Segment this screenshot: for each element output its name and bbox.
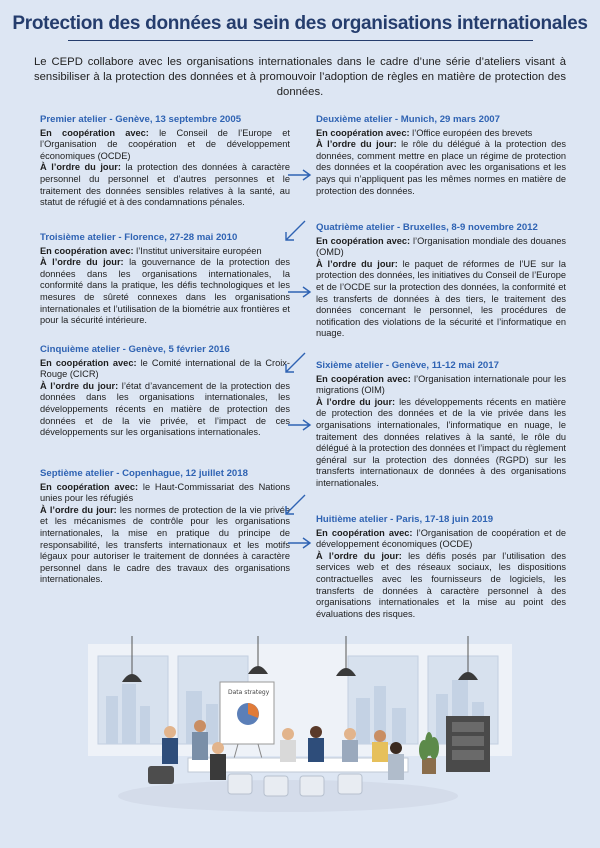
cooperation-label: En coopération avec: [316, 127, 410, 138]
cooperation-text: l’Organisation de coopération et de développement économiques (OCDE) [316, 527, 566, 550]
agenda-text: les développements récents en matière de protection des données et de la vie privée dans les organisations internationales, l’informatique en nuage, le traitement des données relatives à la santé, le rôle du délégué à la protection des données et l’impact du règlement général sur la protection des données (RGPD) sur les transferts internationaux de données à des organisations internationales. [316, 396, 566, 488]
agenda-label: À l’ordre du jour: [40, 380, 119, 391]
workshop-cooperation [316, 128, 566, 140]
arrow-right-icon [287, 285, 313, 299]
workshop-cooperation [316, 528, 566, 551]
cooperation-label: En coopération avec: [40, 481, 139, 492]
agenda-label: À l’ordre du jour: [316, 550, 402, 561]
agenda-text: le rôle du délégué à la protection des données, comment mettre en place un régime de protection des données et la coopération avec les organisations et les pays qui n’appliquent pas les mêmes normes en matière de protection des données. [316, 139, 566, 196]
workshop-agenda [316, 259, 566, 340]
cooperation-text: l’Organisation mondiale des douanes (OMD) [316, 235, 566, 258]
workshop-cooperation [40, 246, 290, 258]
workshop-heading: Troisième atelier - Florence, 27-28 mai 2010 [40, 232, 238, 243]
agenda-label: À l’ordre du jour: [316, 258, 398, 269]
cooperation-text: l’Office européen des brevets [412, 127, 533, 138]
flipchart-text: Data strategy [228, 689, 270, 696]
arrow-down-left-icon [282, 218, 308, 244]
workshop-agenda [316, 397, 566, 490]
workshop-2 [316, 114, 566, 197]
workshop-cooperation [40, 482, 290, 505]
workshop-heading: Septième atelier - Copenhague, 12 juillet 2018 [40, 468, 248, 479]
meeting-room-illustration [88, 636, 512, 816]
workshop-heading: Sixième atelier - Genève, 11-12 mai 2017 [316, 360, 499, 371]
agenda-text: le paquet de réformes de l’UE sur la protection des données, les initiatives du Conseil de l’Europe et de l’OCDE sur la protection des données, la conformité et les transferts de données à des tiers, le traitement des données concernant le personnel, les procédures de notification des violations de la sécurité et l’informatique en nuage. [316, 258, 566, 339]
cooperation-label: En coopération avec: [316, 373, 411, 384]
intro-paragraph: Le CEPD collabore avec les organisations internationales dans le cadre d’une série d’ateliers visant à sensibiliser à la protection des données et à promouvoir l’adoption de règles en matière de protection des données. [34, 56, 566, 98]
workshop-8 [316, 514, 566, 620]
cooperation-label: En coopération avec: [40, 357, 137, 368]
agenda-label: À l’ordre du jour: [40, 504, 117, 515]
workshop-heading: Quatrième atelier - Bruxelles, 8-9 novembre 2012 [316, 222, 538, 233]
agenda-text: les défis posés par l’utilisation des services web et des réseaux sociaux, les dispositions contractuelles avec les fournisseurs de logiciels, les transferts de données à caractère personnel à des organisations internationales et la mise au point des évaluations des risques. [316, 550, 566, 619]
workshop-heading: Deuxième atelier - Munich, 29 mars 2007 [316, 114, 500, 125]
agenda-text: la protection des données à caractère personnel du personnel et d’autres personnes et le traitement des données sensibles relatives à la santé, au statut de réfugié et à des condamnations pénales. [40, 162, 290, 208]
cooperation-text: le Comité international de la Croix-Rouge (CICR) [40, 357, 290, 380]
workshop-4 [316, 222, 566, 340]
workshop-agenda [316, 551, 566, 621]
workshop-cooperation [316, 236, 566, 259]
cooperation-text: le Conseil de l’Europe et l’Organisation de coopération et de développement économiques (OCDE) [40, 127, 290, 161]
cooperation-text: l’Organisation internationale pour les migrations (OIM) [316, 373, 566, 396]
agenda-text: l’état d’avancement de la protection des données dans les organisations internationales, les développements récents en matière de protection des données et de la vie privée, et l’impact de ces développements sur les organisations internationales. [40, 380, 290, 438]
cooperation-label: En coopération avec: [316, 235, 411, 246]
cooperation-label: En coopération avec: [316, 527, 413, 538]
agenda-label: À l’ordre du jour: [40, 257, 124, 268]
workshop-cooperation [40, 128, 290, 163]
title-underline [68, 40, 533, 41]
workshop-1 [40, 114, 290, 209]
arrow-down-left-icon [282, 350, 308, 376]
arrow-right-icon [287, 536, 313, 550]
workshop-7 [40, 468, 290, 586]
workshop-agenda [40, 381, 290, 439]
arrow-right-icon [287, 168, 313, 182]
workshop-heading: Cinquième atelier - Genève, 5 février 2016 [40, 344, 230, 355]
workshop-agenda [40, 505, 290, 586]
agenda-label: À l’ordre du jour: [316, 396, 396, 407]
workshop-agenda [316, 139, 566, 197]
agenda-label: À l’ordre du jour: [316, 139, 397, 150]
arrow-down-left-icon [282, 492, 308, 518]
workshop-cooperation [40, 358, 290, 381]
workshop-3 [40, 232, 290, 327]
cooperation-text: l’Institut universitaire européen [136, 245, 262, 256]
workshop-heading: Premier atelier - Genève, 13 septembre 2005 [40, 114, 242, 125]
workshop-5 [40, 344, 290, 439]
agenda-label: À l’ordre du jour: [40, 162, 121, 173]
workshop-6 [316, 360, 566, 490]
cooperation-text: le Haut-Commissariat des Nations unies pour les réfugiés [40, 481, 290, 504]
cooperation-label: En coopération avec: [40, 127, 149, 138]
arrow-right-icon [287, 418, 313, 432]
agenda-text: les normes de protection de la vie privée et les mécanismes de contrôle pour les organisations internationales, la mise en pratique du principe de responsabilité, les transferts internationaux et les motifs légaux pour autoriser le traitement de données à caractère personnel dans le cadre des travaux des organisations internationales. [40, 504, 290, 585]
cooperation-label: En coopération avec: [40, 245, 134, 256]
workshop-agenda [40, 257, 290, 327]
workshop-agenda [40, 162, 290, 208]
page-title: Protection des données au sein des organisations internationales [12, 13, 588, 34]
workshop-cooperation [316, 374, 566, 397]
agenda-text: la gouvernance de la protection des données dans les organisations internationales, la conformité dans la pratique, les défis technologiques et les mesures de sûreté connexes dans les organisations internationales et l’utilisation de la biométrie aux frontières et pour la sécurité intérieure. [40, 257, 291, 326]
workshop-heading: Huitième atelier - Paris, 17-18 juin 2019 [316, 514, 494, 525]
